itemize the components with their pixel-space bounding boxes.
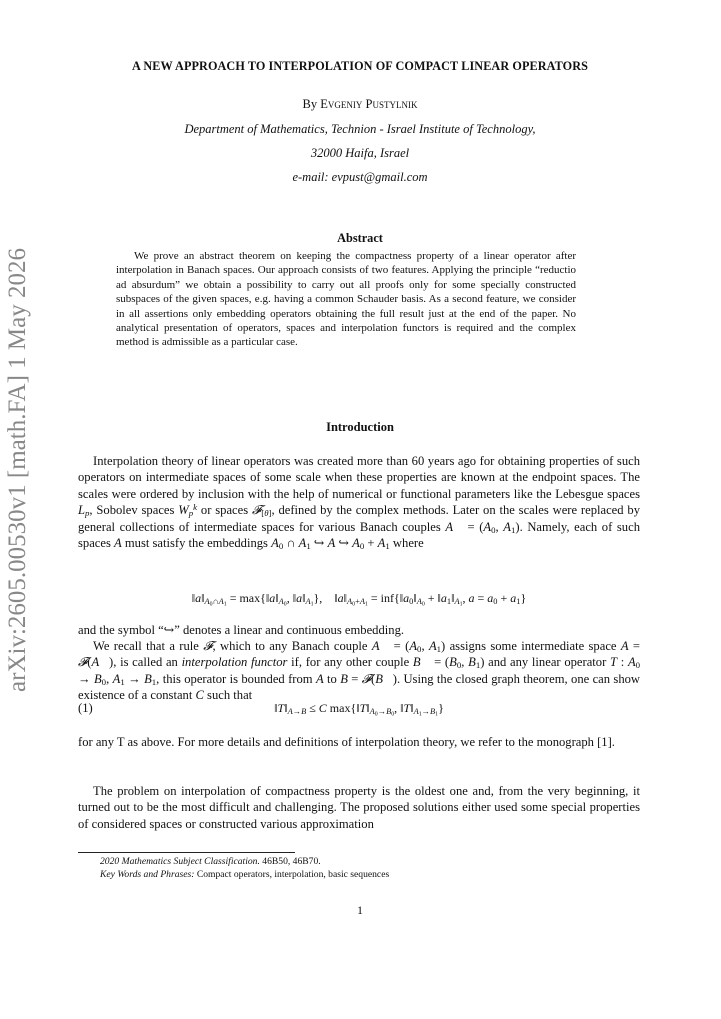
footnote-keywords: Key Words and Phrases: Compact operators, interpolation, basic sequences [100, 869, 390, 880]
affiliation-line-2: 32000 Haifa, Israel [310, 146, 410, 160]
equation-number: (1) [78, 701, 93, 715]
intro-paragraph-3: We recall that a rule 𝓕, which to any Banach couple A⃗ = ($A_0$, $A_1$) assigns some intermediate space A = 𝓕(A⃗), is called an interpolation functor if, for any other couple B⃗ = ($B_0$, $B_1$) and any linear operator T : $A_0 \to B_0$, $A_1 \to B_1$, this operator is bounded from A to B = 𝓕(B⃗). Using the closed graph theorem, one can show existence of a constant C such that [78, 639, 641, 703]
intro-paragraph-5: The problem on interpolation of compactness property is the oldest one and, from the very beginning, it turned out to be the most difficult and challenging. The proposed solutions either used some special properties of considered spaces or constructed various approximation [78, 784, 640, 831]
affiliation-line-1: Department of Mathematics, Technion - Israel Institute of Technology, [184, 122, 536, 136]
norm-equation: $‖a‖_{A_0\cap A_1}$ = $\max\{‖a‖_{A_0}$, $‖a‖_{A_1}$}, $‖a‖_{A_0+A_1}$ = $inf\{‖a_0‖_{A_0}$ + $‖a_1‖_{A_1}$, $a = a_0 + a_1$} [191, 591, 527, 608]
author-line [60, 97, 660, 112]
paper-title: A NEW APPROACH TO INTERPOLATION OF COMPACT LINEAR OPERATORS [132, 59, 588, 73]
abstract-heading: Abstract [337, 231, 383, 245]
intro-paragraph-2: and the symbol “↪” denotes a linear and continuous embedding. [78, 623, 405, 637]
footnote-msc: 2020 Mathematics Subject Classification. 46B50, 46B70. [100, 856, 321, 867]
author-by: By [302, 97, 318, 111]
author-email: e-mail: evpust@gmail.com [292, 170, 428, 184]
footnote-rule [78, 852, 295, 853]
operator-norm-equation: $‖T‖_{A\to B} \le C$ $\max\{‖T‖_{A_0\to B_0}$, $‖T‖_{A_1\to B_1}$} [274, 701, 444, 718]
intro-paragraph-1: Interpolation theory of linear operators was created more than 60 years ago for obtaining properties of such operators on intermediate spaces of some scale when these properties are known at the endpoint spaces. The scales were ordered by inclusion with the help of numerical or functional parameters like the Lebesgue spaces $L_p$, Sobolev spaces $W_p^k$ or spaces 𝓕$_{[\theta]}$, defined by the complex methods. Later on the scales were replaced by general collections of intermediate spaces for various Banach couples A⃗ = ($A_0$, $A_1$). Namely, each of such spaces A must satisfy the embeddings $A_0$ ∩ $A_1$ ↪ A ↪ $A_0 + A_1$ where [78, 454, 640, 552]
introduction-heading: Introduction [326, 420, 394, 434]
page-number: 1 [357, 903, 363, 917]
abstract-text: We prove an abstract theorem on keeping the compactness property of a linear operator after interpolation in Banach spaces. Our approach consists of two features. Applying the principle “reductio ad absurdum” we obtain a possibility to carry out all proofs only for some specially constructed subspaces of the given spaces, e.g. having a common Schauder basis. As a second feature, we consider in all assertions only embedding operators obtaining the full result just at the end of the paper. No analytical presentation of operators, spaces and interpolation functors is required and the complex method is admissible as a particular case. [116, 250, 576, 349]
author-name: Evgeniy Pustylnik [320, 97, 418, 111]
intro-paragraph-4: for any T as above. For more details and definitions of interpolation theory, we refer to the monograph [1]. [78, 735, 615, 749]
arxiv-side-stamp: arXiv:2605.00530v1 [math.FA] 1 May 2026 [4, 248, 31, 692]
